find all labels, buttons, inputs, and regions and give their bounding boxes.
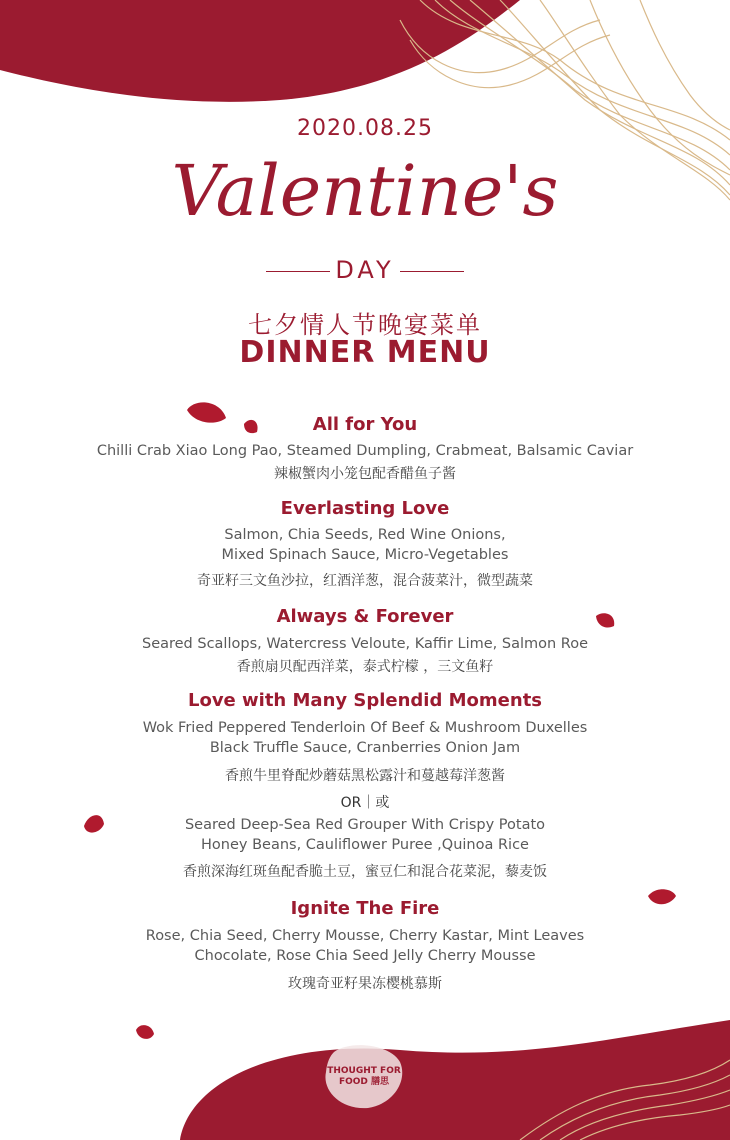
course-description-cn: 香煎深海红斑鱼配香脆土豆，蜜豆仁和混合花菜泥，藜麦饭 [183, 864, 547, 880]
course-description: Seared Deep-Sea Red Grouper With Crispy Potato [184, 817, 546, 833]
course-description: Mixed Spinach Sauce, Micro-Vegetables [221, 547, 509, 563]
course-description: Chocolate, Rose Chia Seed Jelly Cherry Mousse [194, 948, 536, 964]
course-description: Chilli Crab Xiao Long Pao, Steamed Dumpling, Crabmeat, Balsamic Caviar [96, 443, 634, 459]
course-description: Honey Beans, Cauliflower Puree ,Quinoa Rice [201, 837, 529, 853]
course-description: Wok Fried Peppered Tenderloin Of Beef & Mushroom Duxelles [142, 720, 588, 736]
course-description: Salmon, Chia Seeds, Red Wine Onions, [224, 527, 506, 543]
course-description-cn: 玫瑰奇亚籽果冻樱桃慕斯 [288, 976, 442, 992]
brand-logo-text: THOUGHT FOR FOOD 膳思 [327, 1066, 401, 1087]
top-red-wave [0, 0, 520, 102]
course-description-cn: 香煎牛里脊配炒蘑菇黑松露汁和蔓越莓洋葱酱 [225, 768, 505, 784]
day-divider-right [400, 271, 464, 272]
course-title: Ignite The Fire [290, 898, 440, 919]
course-description-cn: 香煎扇贝配西洋菜，泰式柠檬 ，三文鱼籽 [236, 659, 494, 675]
course-title: Love with Many Splendid Moments [187, 690, 543, 711]
dinner-menu-title: DINNER MENU [239, 335, 491, 370]
course-title: Always & Forever [276, 606, 454, 627]
valentines-script-title: Valentine's [171, 150, 559, 232]
course-description: Black Truffle Sauce, Cranberries Onion Jam [209, 740, 521, 756]
day-label: DAY [335, 256, 395, 284]
course-description-cn: 奇亚籽三文鱼沙拉，红酒洋葱，混合菠菜汁，微型蔬菜 [197, 573, 533, 589]
course-title: All for You [312, 414, 418, 435]
course-description: Seared Scallops, Watercress Veloute, Kaffir Lime, Salmon Roe [141, 636, 588, 652]
bottom-red-wave [180, 1020, 730, 1140]
event-date: 2020.08.25 [297, 116, 433, 141]
or-separator: OR｜或 [340, 795, 390, 811]
chinese-menu-title: 七夕情人节晚宴菜单 [248, 311, 482, 339]
course-title: Everlasting Love [280, 498, 450, 519]
course-description-cn: 辣椒蟹肉小笼包配香醋鱼子酱 [274, 466, 456, 482]
course-description: Rose, Chia Seed, Cherry Mousse, Cherry Kastar, Mint Leaves [145, 928, 585, 944]
rose-petal-6 [136, 1025, 154, 1039]
